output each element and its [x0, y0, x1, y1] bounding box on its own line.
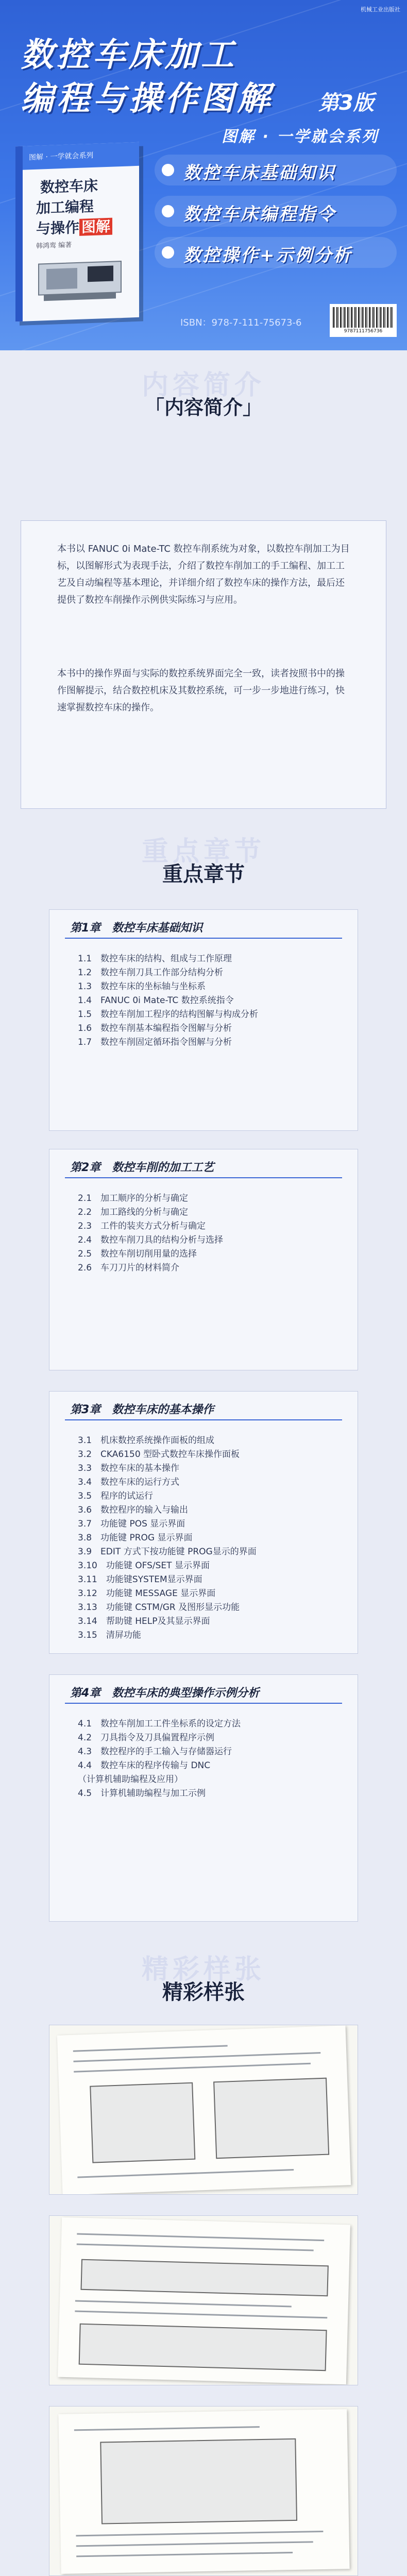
chapter-item: 3.9 EDIT 方式下按功能键 PROG显示的界面: [78, 1547, 257, 1557]
chapters-section-title: 重点章节: [162, 862, 245, 886]
chapter-box-3: [49, 1391, 358, 1654]
chapter-item: 3.10 功能键 OFS/SET 显示界面: [78, 1561, 210, 1571]
feature-pill-3: [155, 237, 397, 268]
feature-text-2: 数控车床编程指令: [183, 204, 336, 225]
chapter-item: （计算机辅助编程及应用）: [78, 1774, 183, 1785]
chapter-item: 3.7 功能键 POS 显示界面: [78, 1519, 185, 1529]
book-cover-title1: 数控车床: [40, 177, 98, 196]
book-cover-title3b: 图解: [79, 218, 112, 236]
feature-text-1: 数控车床基础知识: [183, 163, 336, 183]
chapter-item: 2.3 工件的装夹方式分析与确定: [78, 1221, 206, 1231]
intro-section-title: 「内容简介」: [144, 396, 262, 419]
chapter-item: 1.7 数控车削固定循环指令图解与分析: [78, 1037, 232, 1047]
chapter-divider: [65, 1419, 342, 1420]
chapter-divider: [65, 1177, 342, 1178]
chapter-item: 3.2 CKA6150 型卧式数控车床操作面板: [78, 1449, 240, 1460]
feature-text-3: 数控操作+示例分析: [183, 245, 352, 266]
chapter-item: 1.6 数控车削基本编程指令图解与分析: [78, 1023, 232, 1033]
chapter-item: 4.2 刀具指令及刀具偏置程序示例: [78, 1733, 215, 1743]
chapter-heading: 第1章 数控车床基础知识: [70, 922, 203, 935]
chapter-item: 3.12 功能键 MESSAGE 显示界面: [78, 1588, 216, 1599]
chapter-item: 4.3 数控程序的手工输入与存储器运行: [78, 1747, 232, 1757]
chapter-box-2: [49, 1149, 358, 1370]
intro-paragraph-1: 本书以 FANUC 0i Mate-TC 数控车削系统为对象，以数控车削加工为目标，以图解形式为表现手法，介绍了数控车削加工的手工编程、加工工艺及自动编程等基本理论，并详细介绍了数控车床的操作方法，最后还提供了数控车削操作示例供实际练习与应用。: [57, 544, 350, 605]
barcode: [330, 304, 397, 337]
book-series-label: 图解 · 一学就会系列: [29, 151, 94, 162]
book-authors: 韩鸿鸾 编著: [36, 241, 72, 250]
chapter-item: 3.1 机床数控系统操作面板的组成: [78, 1435, 215, 1446]
chapter-item: 1.5 数控车削加工程序的结构图解与构成分析: [78, 1009, 259, 1020]
feature-pill-1: [155, 155, 397, 185]
chapter-item: 4.5 计算机辅助编程与加工示例: [78, 1788, 206, 1799]
book-cover-title2: 加工编程: [36, 197, 94, 217]
book-cover-title3a: 与操作: [36, 218, 80, 238]
chapter-box-4: [49, 1674, 358, 1922]
chapter-item: 2.6 车刀刀片的材料简介: [78, 1263, 180, 1273]
chapter-item: 3.11 功能键SYSTEM显示界面: [78, 1574, 202, 1585]
intro-box: [21, 520, 386, 809]
chapter-item: 2.5 数控车削切削用量的选择: [78, 1249, 197, 1259]
chapter-divider: [65, 938, 342, 939]
series-label: 图解 · 一学就会系列: [222, 128, 379, 146]
chapter-heading: 第2章 数控车削的加工工艺: [70, 1161, 214, 1174]
feature-bullet-icon: [162, 164, 174, 176]
chapter-item: 2.1 加工顺序的分析与确定: [78, 1193, 189, 1204]
samples-section-title: 精彩样张: [162, 1980, 245, 2004]
lathe-machine-image: [36, 251, 124, 306]
chapter-item: 3.13 功能键 CSTM/GR 及图形显示功能: [78, 1602, 240, 1613]
chapter-heading: 第4章 数控车床的典型操作示例分析: [70, 1687, 260, 1700]
book-cover-title3: [36, 215, 112, 239]
chapter-item: 1.1 数控车床的结构、组成与工作原理: [78, 954, 232, 964]
chapter-item: 3.5 程序的试运行: [78, 1491, 154, 1501]
book-title-line1: 数控车床加工: [21, 36, 237, 74]
book-cover-image: [15, 142, 139, 321]
barcode-number: 9787111756736: [344, 329, 383, 334]
feature-bullet-icon: [162, 246, 174, 259]
chapter-item: 2.4 数控车削刀具的结构分析与选择: [78, 1235, 224, 1245]
chapter-item: 2.2 加工路线的分析与确定: [78, 1207, 189, 1217]
sample-page-2: [49, 2215, 358, 2385]
publisher-logo: 机械工业出版社: [361, 6, 400, 13]
sample-page-1: [49, 2025, 358, 2195]
feature-bullet-icon: [162, 205, 174, 217]
barcode-bars: [333, 307, 394, 328]
chapter-divider: [65, 1703, 342, 1704]
chapters-ghost-title: 重点章节: [141, 836, 265, 867]
chapter-item: 3.4 数控车床的运行方式: [78, 1477, 180, 1487]
chapter-item: 3.15 清屏功能: [78, 1630, 141, 1640]
chapter-item: 3.14 帮助键 HELP及其显示界面: [78, 1616, 210, 1626]
book-spine: [15, 146, 23, 321]
chapter-item: 4.1 数控车削加工工件坐标系的设定方法: [78, 1719, 241, 1729]
chapter-heading: 第3章 数控车床的基本操作: [70, 1403, 214, 1416]
feature-pill-2: [155, 196, 397, 227]
chapter-item: 1.3 数控车床的坐标轴与坐标系: [78, 981, 206, 992]
intro-ghost-title: 内容简介: [141, 370, 265, 401]
samples-ghost-title: 精彩样张: [141, 1954, 265, 1985]
book-title-line2: 编程与操作图解: [21, 80, 273, 118]
chapter-item: 4.4 数控车床的程序传输与 DNC: [78, 1760, 211, 1771]
isbn-text: ISBN：978-7-111-75673-6: [180, 317, 302, 328]
chapter-box-1: [49, 909, 358, 1131]
cover-banner: [0, 0, 407, 350]
chapter-item: 3.6 数控程序的输入与输出: [78, 1505, 189, 1515]
chapter-item: 3.3 数控车床的基本操作: [78, 1463, 180, 1473]
sample-page-3: [49, 2406, 358, 2576]
chapter-item: 1.4 FANUC 0i Mate-TC 数控系统指令: [78, 995, 234, 1006]
chapter-item: 1.2 数控车削刀具工作部分结构分析: [78, 968, 224, 978]
chapter-item: 3.8 功能键 PROG 显示界面: [78, 1533, 193, 1543]
edition-label: 第3版: [318, 91, 374, 115]
intro-paragraph-2: 本书中的操作界面与实际的数控系统界面完全一致，读者按照书中的操作图解提示，结合数控机床及其数控系统，可一步一步地进行练习，快速掌握数控车床的操作。: [57, 668, 345, 713]
